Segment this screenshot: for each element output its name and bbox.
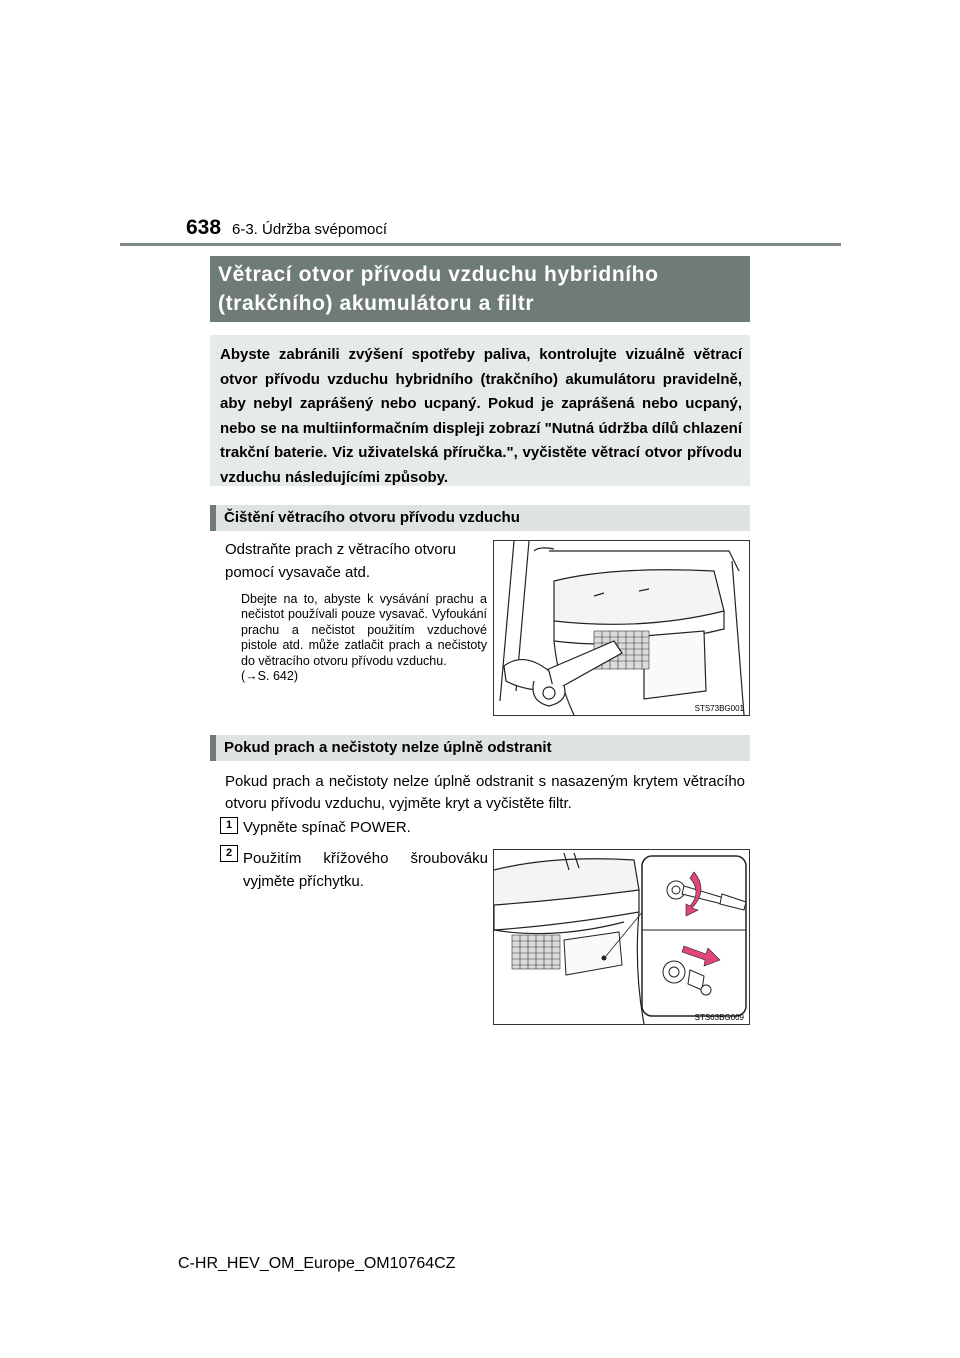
header-divider [120, 243, 841, 246]
page-reference: S. 642 [257, 669, 294, 684]
figure-code: STS73BG001 [694, 704, 744, 713]
vacuum-cleaning-illustration [493, 540, 750, 716]
section-heading-cleaning: Čištění větracího otvoru přívodu vzduchu [210, 505, 750, 531]
page-title-line-2: (trakčního) akumulátoru a filtr [218, 292, 535, 315]
figure-code: STS63BG009 [694, 1013, 744, 1022]
clip-removal-drawing [494, 850, 749, 1024]
vacuum-cleaning-drawing [494, 541, 749, 715]
cleaning-note: Dbejte na to, abyste k vysávání prachu a nečistot používali pouze vysavač. Vyfoukání prachu a nečistot použitím vzduchové pistole atd. může zatlačit prach a nečistoty do větracího otvoru přívodu vzduchu. (→S. 642) [241, 592, 487, 684]
reference-arrow-icon: → [245, 669, 258, 684]
page-number: 638 [186, 216, 222, 239]
vacuum-nozzle [504, 641, 622, 706]
detail-inset [642, 856, 746, 1016]
step-1-text: Vypněte spínač POWER. [243, 819, 411, 836]
cleaning-note-text: Dbejte na to, abyste k vysávání prachu a nečistot používali pouze vysavač. Vyfoukání prachu a nečistot použitím vzduchové pistole atd. může zatlačit prach a nečistoty do větracího otvoru přívodu vzduchu. [241, 592, 487, 668]
step-2-text: Použitím křížového šroubováku vyjměte příchytku. [243, 850, 488, 890]
cleaning-instruction: Odstraňte prach z větracího otvoru pomocí vysavače atd. [225, 541, 456, 581]
section-reference: 6-3. Údržba svépomocí [232, 221, 388, 238]
intro-box: Abyste zabránili zvýšení spotřeby paliva, kontrolujte vizuálně větrací otvor přívodu vzduchu hybridního (trakčního) akumulátoru pravidelně, aby nebyl zaprášený nebo ucpaný. Pokud je zaprášená nebo ucpaný, nebo se na multiinformačním displeji zobrazí "Nutná údržba dílů chlazení trakční baterie. Viz uživatelská příručka.", vyčistěte větrací otvor přívodu vzduchu následujícími způsoby. [210, 335, 750, 486]
air-vent-grille [512, 935, 560, 969]
step-number-2: 2 [220, 845, 238, 862]
step-number-1: 1 [220, 817, 238, 834]
document-footer: C-HR_HEV_OM_Europe_OM10764CZ [178, 1255, 456, 1272]
page-title-line-1: Větrací otvor přívodu vzduchu hybridního [218, 263, 659, 286]
clip-removal-illustration [493, 849, 750, 1025]
page-title [210, 256, 750, 322]
section-heading-removal: Pokud prach a nečistoty nelze úplně odstranit [210, 735, 750, 761]
removal-instruction: Pokud prach a nečistoty nelze úplně odstranit s nasazeným krytem větracího otvoru přívodu vzduchu, vyjměte kryt a vyčistěte filtr. [225, 773, 745, 812]
